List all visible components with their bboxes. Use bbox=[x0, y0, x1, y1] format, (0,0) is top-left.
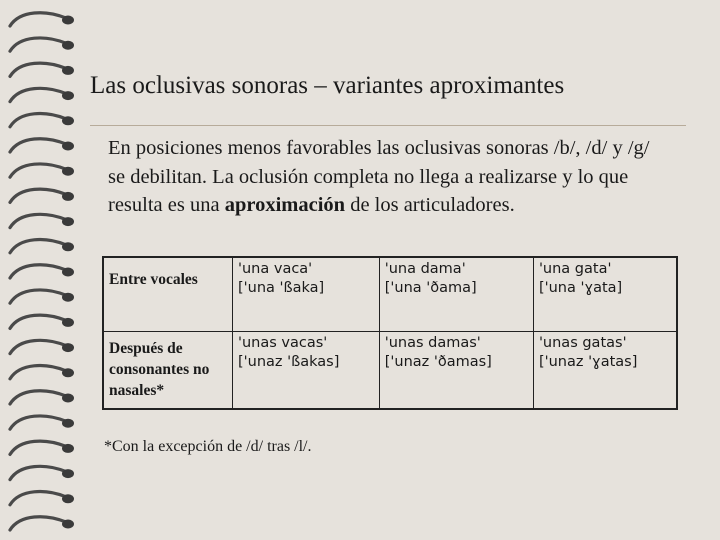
binding-hole bbox=[62, 318, 74, 327]
paragraph-bold-term: aproximación bbox=[224, 194, 346, 216]
binding-ring bbox=[10, 391, 66, 404]
cell-ipa: ['una 'ɣata] bbox=[538, 280, 623, 296]
binding-hole bbox=[62, 419, 74, 428]
binding-hole bbox=[62, 268, 74, 277]
cell-word: 'unas damas' bbox=[384, 335, 481, 351]
binding-hole bbox=[62, 343, 74, 352]
binding-ring bbox=[10, 441, 66, 454]
binding-hole bbox=[62, 41, 74, 50]
binding-hole bbox=[62, 116, 74, 125]
footnote: *Con la excepción de /d/ tras /l/. bbox=[104, 438, 312, 455]
table-row bbox=[103, 257, 677, 332]
binding-ring bbox=[10, 517, 66, 530]
examples-table bbox=[102, 256, 678, 410]
spiral-binding bbox=[0, 0, 80, 540]
cell-word: 'unas gatas' bbox=[538, 335, 627, 351]
body-paragraph bbox=[108, 134, 668, 220]
cell-word: 'una dama' bbox=[384, 261, 466, 277]
binding-hole bbox=[62, 66, 74, 75]
binding-hole bbox=[62, 494, 74, 503]
row-header: Entre vocales bbox=[103, 257, 233, 332]
binding-ring bbox=[10, 88, 66, 101]
binding-hole bbox=[62, 16, 74, 25]
cell-word: 'una gata' bbox=[538, 261, 612, 277]
row-header: Después de consonantes no nasales* bbox=[103, 332, 233, 410]
binding-ring bbox=[10, 340, 66, 353]
binding-ring bbox=[10, 214, 66, 227]
binding-hole bbox=[62, 368, 74, 377]
binding-ring bbox=[10, 492, 66, 505]
binding-hole bbox=[62, 520, 74, 529]
binding-ring bbox=[10, 416, 66, 429]
paragraph-text-end: de los articuladores. bbox=[345, 194, 515, 216]
binding-hole bbox=[62, 142, 74, 151]
binding-hole bbox=[62, 469, 74, 478]
binding-ring bbox=[10, 63, 66, 76]
cell-ipa: ['una 'ðama] bbox=[384, 280, 477, 296]
binding-ring bbox=[10, 366, 66, 379]
binding-hole bbox=[62, 192, 74, 201]
binding-ring bbox=[10, 38, 66, 51]
slide-title: Las oclusivas sonoras – variantes aproximantes bbox=[90, 72, 565, 99]
cell-word: 'unas vacas' bbox=[238, 335, 328, 351]
title-divider bbox=[90, 125, 686, 126]
cell-ipa: ['unaz 'ðamas] bbox=[384, 354, 492, 370]
paragraph-text-start: En posiciones menos favorables las oclusivas sonoras /b/, /d/ y /g/ se debilitan. La oclusión completa no llega a realizarse y lo que resulta es una bbox=[108, 137, 650, 216]
binding-hole bbox=[62, 91, 74, 100]
cell-word: 'una vaca' bbox=[238, 261, 313, 277]
binding-ring bbox=[10, 164, 66, 177]
binding-hole bbox=[62, 242, 74, 251]
binding-hole bbox=[62, 167, 74, 176]
table-row bbox=[103, 332, 677, 410]
binding-ring bbox=[10, 466, 66, 479]
binding-ring bbox=[10, 13, 66, 26]
binding-ring bbox=[10, 265, 66, 278]
table-cell bbox=[379, 332, 533, 410]
binding-hole bbox=[62, 293, 74, 302]
binding-hole bbox=[62, 444, 74, 453]
cell-ipa: ['unaz 'ɣatas] bbox=[538, 354, 638, 370]
binding-ring bbox=[10, 139, 66, 152]
binding-hole bbox=[62, 394, 74, 403]
binding-ring bbox=[10, 290, 66, 303]
table-cell bbox=[533, 332, 677, 410]
binding-ring bbox=[10, 189, 66, 202]
table-cell bbox=[233, 332, 380, 410]
binding-ring bbox=[10, 315, 66, 328]
table-cell bbox=[233, 257, 380, 332]
binding-ring bbox=[10, 240, 66, 253]
cell-ipa: ['una 'ßaka] bbox=[238, 280, 325, 296]
table-cell bbox=[533, 257, 677, 332]
binding-hole bbox=[62, 217, 74, 226]
binding-ring bbox=[10, 114, 66, 127]
table-cell bbox=[379, 257, 533, 332]
cell-ipa: ['unaz 'ßakas] bbox=[238, 354, 340, 370]
